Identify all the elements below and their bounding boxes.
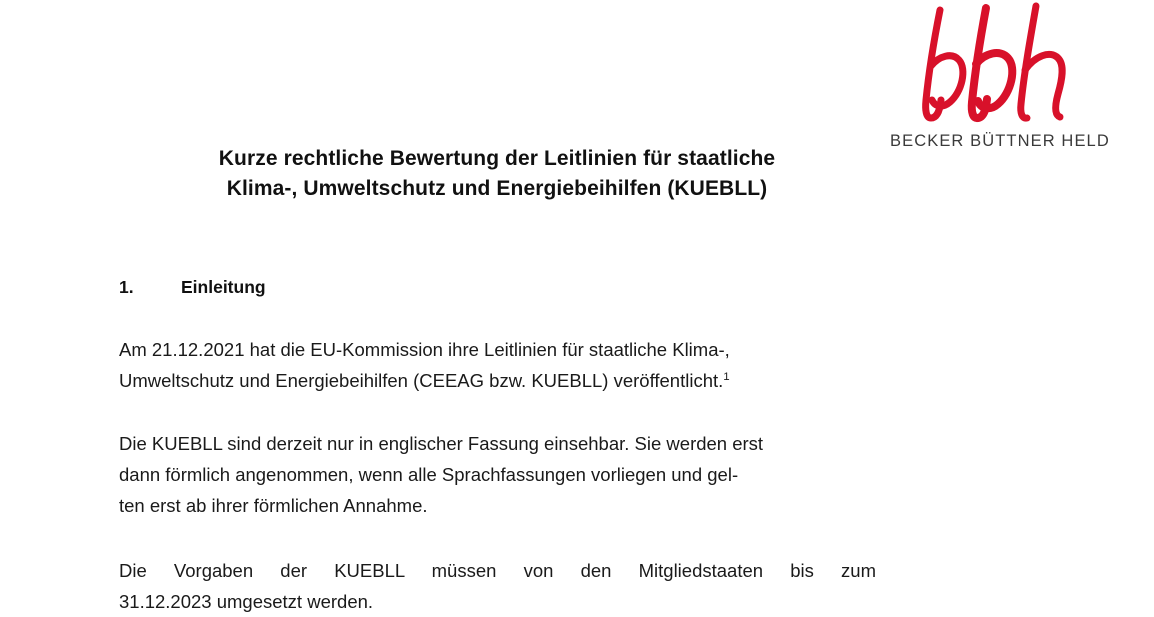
page-title-line-2: Klima-, Umweltschutz und Energiebeihilfen (KUEBLL) <box>227 177 768 200</box>
page-title-line-1: Kurze rechtliche Bewertung der Leitlinien für staatliche <box>219 147 775 170</box>
paragraph-3 <box>119 555 876 617</box>
logo-wordmark: BECKER BÜTTNER HELD <box>890 132 1102 151</box>
paragraph-2-line-1: Die KUEBLL sind derzeit nur in englischer Fassung einsehbar. Sie werden erst <box>119 433 763 454</box>
footnote-marker: 1 <box>723 371 729 383</box>
section-heading-text: Einleitung <box>181 277 266 297</box>
company-logo <box>890 0 1102 151</box>
paragraph-2-line-3: ten erst ab ihrer förmlichen Annahme. <box>119 495 428 516</box>
section-number: 1. <box>119 277 181 298</box>
paragraph-1 <box>119 334 876 397</box>
paragraph-3-line-1: Die Vorgaben der KUEBLL müssen von den Mitgliedstaaten bis zum <box>119 555 876 586</box>
bbh-logo-icon <box>890 0 1102 128</box>
paragraph-1-line-2: Umweltschutz und Energiebeihilfen (CEEAG bzw. KUEBLL) veröffentlicht. <box>119 370 723 391</box>
section-heading <box>119 277 875 298</box>
paragraph-2 <box>119 428 876 522</box>
paragraph-3-line-2: 31.12.2023 umgesetzt werden. <box>119 591 373 612</box>
paragraph-1-line-1: Am 21.12.2021 hat die EU-Kommission ihre Leitlinien für staatliche Klima-, <box>119 339 730 360</box>
page-title <box>119 144 875 204</box>
paragraph-2-line-2: dann förmlich angenommen, wenn alle Sprachfassungen vorliegen und gel- <box>119 464 738 485</box>
